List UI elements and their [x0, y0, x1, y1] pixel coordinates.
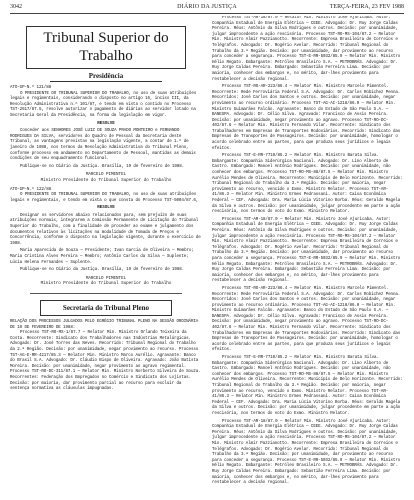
right-text-c: Processo TST-E-RR-7710/85.2 — Relator Min. Ministro Barata Silva. Embargante: Companhia Siderúrgica Nacional. Advogado: Dr. Lino Alberto de Castro. Embargado: Manoel Antônio Rodrigues. Decisão: por unanimidade, não conhecer dos embargos. Processo TST-RO-MS-88/87.5 — Relator Min. Ministro Aurélio Mendes de Oliveira. Recorrente: Município de Belo Horizonte. Recorrido: Tribunal Regional do Trabalho da 3.ª Região. Decisão: por maioria, negar provimento ao recurso, vencido o Exmo. Ministro Relator. Processo TST-AR-41/86.3 — Relator Min. Ministro Ermes Pedrassani. Autor: Caixa Econômica Federal — CEF. Advogada: Dra. Maria Lúcia Vitorino Borba. Réus: Geraldo Magela da Silva e outros. Decisão: por unanimidade, julgar procedente em parte a ação rescisória, nos termos do voto do Exmo. Ministro Relator. — [212, 154, 403, 215]
act1-reference: ATO-GP-N.º 121/88 — [10, 86, 52, 90]
signature-block-1 — [10, 173, 202, 184]
signer1-name: MARCELO PIMENTEL — [85, 173, 127, 178]
court-title-box — [26, 26, 186, 69]
act1-closing: Publique-se no Diário da Justiça. Brasília, 19 de fevereiro de 1988. — [20, 164, 185, 169]
right-text-a-cont: Processo TST-AR-18/87.0 — Relator Min. Ministro José Ajuricaba. Autor: Companhia Estadual de Energia Elétrica — CEEE. Advogado: Dr. Ruy Jorge Caldas Pereira. Réus: Antônio da Silva Rodrigues e outros. Decisão: por unanimidade, julgar improcedente a ação rescisória. Processo TST-RO-MS-104/87.2 — Relator Min. Ministro Almir Pazzianotto. Recorrente: Empresa Brasileira de Correios e Telégrafos. Advogado: Dr. Rogério Avelar. Recorrido: Tribunal Regional do Trabalho da 3.ª Região. Decisão: por unanimidade, dar provimento ao recurso para conceder a segurança. Processo TST-E-RR-5032/85.9 — Relator Min. Ministro Hélio Regato. Embargante: Petróleo Brasileiro S.A. — PETROBRÁS. Advogado: Dr. Ruy Jorge Caldas Pereira. Embargado: Sebastião Ferreira Lima. Decisão: por maioria, conhecer dos embargos e, no mérito, dar-lhes provimento para restabelecer a decisão regional. — [212, 217, 401, 284]
act2-reference: ATO-GP-N.º 122/88 — [10, 187, 52, 192]
signer2-role: Ministro Presidente do Tribunal Superior do Trabalho — [40, 282, 172, 287]
right-text-a-more: Processo TST-AR-18/87.0 — Relator Min. Ministro José Ajuricaba. Autor: Companhia Estadual de Energia Elétrica — CEEE. Advogado: Dr. Ruy Jorge Caldas Pereira. Réus: Antônio da Silva Rodrigues e outros. Decisão: por unanimidade, julgar improcedente a ação rescisória. Processo TST-RO-MS-104/87.2 — Relator Min. Ministro Almir Pazzianotto. Recorrente: Empresa Brasileira de Correios e Telégrafos. Advogado: Dr. Rogério Avelar. Recorrido: Tribunal Regional do Trabalho da 3.ª Região. Decisão: por unanimidade, dar provimento ao recurso para conceder a segurança. Processo TST-E-RR-5032/85.9 — Relator Min. Ministro Hélio Regato. Embargante: Petróleo Brasileiro S.A. — PETROBRÁS. Advogado: Dr. Ruy Jorge Caldas Pereira. Embargado: Sebastião Ferreira Lima. Decisão: por maioria, conhecer dos embargos e, no mérito, dar-lhes provimento para restabelecer a decisão regional. — [212, 419, 401, 486]
right-text-b: Processo TST-RO-AR-223/86.4 — Relator Min. Ministro Marcelo Pimentel. Recorrente: Rede Ferroviária Federal S.A. Advogado: Dr. Carlos Robichez Penna. Recorridos: José Carlos dos Santos e outros. Decisão: por unanimidade, negar provimento ao recurso ordinário. Processo TST-AG-AI-1218/86.0 — Relator Min. Ministro Guimarães Falcão. Agravante: Banco do Estado de São Paulo S.A. — BANESPA. Advogado: Dr. Célio Silva. Agravado: Francisco de Assis Pereira. Decisão: por unanimidade, negar provimento ao agravo. Processo TST-RO-DC-402/87.6 — Relator Min. Ministro Fernando Vilar. Recorrente: Sindicato dos Trabalhadores em Empresas de Transportes Rodoviários. Recorrido: Sindicato das Empresas de Transportes de Passageiros. Decisão: por unanimidade, homologar o acordo celebrado entre as partes, para que produza seus jurídicos e legais efeitos. — [212, 85, 401, 151]
right-text-a: Processo TST-AR-18/87.0 — Relator Min. Ministro José Ajuricaba. Autor: Companhia Estadual de Energia Elétrica — CEEE. Advogado: Dr. Ruy Jorge Caldas Pereira. Réus: Antônio da Silva Rodrigues e outros. Decisão: por unanimidade, julgar improcedente a ação rescisória. Processo TST-RO-MS-104/87.2 — Relator Min. Ministro Almir Pazzianotto. Recorrente: Empresa Brasileira de Correios e Telégrafos. Advogado: Dr. Rogério Avelar. Recorrido: Tribunal Regional do Trabalho da 3.ª Região. Decisão: por unanimidade, dar provimento ao recurso para conceder a segurança. Processo TST-E-RR-5032/85.9 — Relator Min. Ministro Hélio Regato. Embargante: Petróleo Brasileiro S.A. — PETROBRÁS. Advogado: Dr. Ruy Jorge Caldas Pereira. Embargado: Sebastião Ferreira Lima. Decisão: por maioria, conhecer dos embargos e, no mérito, dar-lhes provimento para restabelecer a decisão regional. — [212, 16, 401, 82]
signer1-role: Ministro Presidente do Tribunal Superior do Trabalho — [40, 178, 172, 183]
act1-detail: Conceder aos SENHORES JOSÉ LUIZ DE SOUZA PRADO MONTEIRO e FERNANDO RODRIGUES DA SILVA, servidores do Quadro de Pessoal da Secretaria deste Tribunal, as vantagens previstas na legislação vigente, a contar de 1.º de janeiro de 1988, nos termos da Resolução Administrativa do Tribunal Pleno, conforme processo em andamento no Departamento de Pessoal, mantidas as demais condições de seu enquadramento funcional. — [10, 129, 196, 162]
act2-closing: Publique-se no Diário da Justiça. Brasília, 19 de fevereiro de 1988. — [20, 268, 185, 273]
journal-name: DIÁRIO DA JUSTIÇA — [177, 4, 237, 10]
secretariat-heading: Secretaria do Tribunal Pleno — [40, 300, 172, 316]
act1-body: O PRESIDENTE DO TRIBUNAL SUPERIOR DO TRABALHO, no uso de suas atribuições legais e regimentais, considerando o disposto no artigo 16, inciso III, da Resolução Administrativa n.º 101/87, e tendo em vista o contido no Processo TST-2617/87.5, resolve autorizar o pagamento de diárias ao servidor lotado na Secretaria Geral da Presidência, na forma da legislação em vigor. — [10, 91, 197, 118]
page-number: 3042 — [10, 4, 22, 10]
signature-block-2 — [10, 277, 202, 288]
commission-members: Maria Aparecida de Souza — Presidente; Ivan Garcia de Oliveira — Membro; Maria Cristina Alves Pereira — Membro; Antônio Carlos da Silva — Suplente; Lúcia Helena Fernandes — Suplente. — [10, 249, 194, 265]
section-divider — [30, 293, 182, 294]
page-header — [10, 3, 404, 14]
pleno-items: Processo TST-RO-MS-1/87.7 — Relator Min. Ministro Orlando Teixeira da Costa. Recorrente: Sindicato dos Trabalhadores nas Indústrias Metalúrgicas. Advogado: Dr. José Torres das Neves. Recorrido: Tribunal Regional do Trabalho da 2.ª Região. Decisão: por unanimidade, negar provimento ao recurso. Processo TST-AG-E-RR-4217/85.3 — Relator Min. Ministro Marco Aurélio. Agravante: Banco do Brasil S.A. Advogado: Dr. Cláudio Bispo de Oliveira. Agravado: João Batista Moreira. Decisão: por unanimidade, negar provimento ao agravo regimental. Processo TST-RO-DC-311/87.1 — Relator Min. Ministro Norberto Silveira de Souza. Recorrentes: Federação dos Empregados no Comércio e Sindicato dos Lojistas. Decisão: por maioria, dar provimento parcial ao recurso para excluir da sentença normativa as cláusulas impugnadas. — [10, 331, 201, 392]
left-column — [10, 16, 202, 494]
act2-resolve-label: RESOLVE — [97, 206, 115, 211]
signer2-name: MARCELO PIMENTEL — [85, 276, 127, 281]
right-column — [212, 16, 404, 494]
presidency-heading: Presidência — [50, 71, 162, 82]
court-title: Tribunal Superior do Trabalho — [43, 30, 169, 64]
act1-resolve-label: RESOLVE — [97, 121, 115, 126]
right-text-b-cont: Processo TST-RO-AR-223/86.4 — Relator Min. Ministro Marcelo Pimentel. Recorrente: Rede Ferroviária Federal S.A. Advogado: Dr. Carlos Robichez Penna. Recorridos: José Carlos dos Santos e outros. Decisão: por unanimidade, negar provimento ao recurso ordinário. Processo TST-AG-AI-1218/86.0 — Relator Min. Ministro Guimarães Falcão. Agravante: Banco do Estado de São Paulo S.A. — BANESPA. Advogado: Dr. Célio Silva. Agravado: Francisco de Assis Pereira. Decisão: por unanimidade, negar provimento ao agravo. Processo TST-RO-DC-402/87.6 — Relator Min. Ministro Fernando Vilar. Recorrente: Sindicato dos Trabalhadores em Empresas de Transportes Rodoviários. Recorrido: Sindicato das Empresas de Transportes de Passageiros. Decisão: por unanimidade, homologar o acordo celebrado entre as partes, para que produza seus jurídicos e legais efeitos. — [212, 286, 401, 353]
right-text-c-cont: Processo TST-E-RR-7710/85.2 — Relator Min. Ministro Barata Silva. Embargante: Companhia Siderúrgica Nacional. Advogado: Dr. Lino Alberto de Castro. Embargado: Manoel Antônio Rodrigues. Decisão: por unanimidade, não conhecer dos embargos. Processo TST-RO-MS-88/87.5 — Relator Min. Ministro Aurélio Mendes de Oliveira. Recorrente: Município de Belo Horizonte. Recorrido: Tribunal Regional do Trabalho da 3.ª Região. Decisão: por maioria, negar provimento ao recurso, vencido o Exmo. Ministro Relator. Processo TST-AR-41/86.3 — Relator Min. Ministro Ermes Pedrassani. Autor: Caixa Econômica Federal — CEF. Advogada: Dra. Maria Lúcia Vitorino Borba. Réus: Geraldo Magela da Silva e outros. Decisão: por unanimidade, julgar procedente em parte a ação rescisória, nos termos do voto do Exmo. Ministro Relator. — [212, 356, 403, 416]
issue-date: TERÇA-FEIRA, 23 FEV 1988 — [329, 4, 404, 10]
pleno-intro: RELAÇÃO DOS PROCESSOS JULGADOS PELO EGRÉGIO TRIBUNAL PLENO NA SESSÃO ORDINÁRIA DE 10 DE FEVEREIRO DE 1988: — [10, 320, 199, 330]
act2-body: O PRESIDENTE DO TRIBUNAL SUPERIOR DO TRABALHO, no uso de suas atribuições legais e regimentais, e tendo em vista o que consta do Processo TST-5004/87.6, — [10, 193, 199, 203]
act2-detail: Designar os servidores abaixo relacionados para, sem prejuízo de suas atribuições normais, integrarem a Comissão Permanente de Licitação do Tribunal Superior do Trabalho, com a finalidade de proceder ao exame e julgamento dos documentos relativos às licitações na modalidade de Tomada de Preços e Concorrência, conforme o disposto na legislação vigente, durante o exercício de 1988. — [10, 213, 201, 246]
